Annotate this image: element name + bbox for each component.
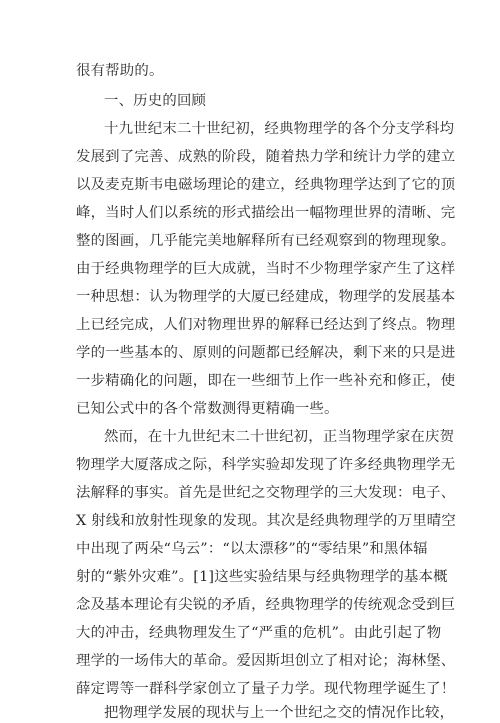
section-heading: 一、历史的回顾 <box>104 93 207 109</box>
text-line-partial: 把物理学发展的现状与上一个世纪之交的情况作比较， <box>104 705 455 721</box>
text-line: 峰，当时人们以系统的形式描绘出一幅物理世界的清晰、完 <box>76 205 456 221</box>
text-line: 一步精确化的问题，即在一些细节上作一些补充和修正，使 <box>76 373 456 389</box>
text-line: 法解释的事实。首先是世纪之交物理学的三大发现：电子、 <box>76 485 456 501</box>
text-line: 一种思想：认为物理学的大厦已经建成，物理学的发展基本 <box>76 289 456 305</box>
text-line: 很有帮助的。 <box>76 63 164 79</box>
text-line: 由于经典物理学的巨大成就，当时不少物理学家产生了这样 <box>76 261 456 277</box>
text-line: 理学的一场伟大的革命。爱因斯坦创立了相对论；海林堡、 <box>76 653 456 669</box>
text-line: 薛定谔等一群科学家创立了量子力学。现代物理学诞生了！ <box>76 681 456 697</box>
text-line: 以及麦克斯韦电磁场理论的建立，经典物理学达到了它的顶 <box>76 177 456 193</box>
text-line: 已知公式中的各个常数测得更精确一些。 <box>76 401 339 417</box>
text-line: 发展到了完善、成熟的阶段，随着热力学和统计力学的建立 <box>76 149 456 165</box>
text-line: 十九世纪末二十世纪初，经典物理学的各个分支学科均 <box>104 121 455 137</box>
text-line: 物理学大厦落成之际，科学实验却发现了许多经典物理学无 <box>76 457 456 473</box>
text-line: 射的“紫外灾难”。[1]这些实验结果与经典物理学的基本概 <box>76 569 448 585</box>
text-line: X 射线和放射性现象的发现。其次是经典物理学的万里晴空 <box>76 513 456 529</box>
text-line: 学的一些基本的、原则的问题都已经解决，剩下来的只是进 <box>76 345 456 361</box>
text-line: 念及基本理论有尖锐的矛盾，经典物理学的传统观念受到巨 <box>76 597 456 613</box>
text-line: 中出现了两朵“乌云”：“以太漂移”的“零结果”和黑体辐 <box>76 541 428 557</box>
text-line: 大的冲击，经典物理发生了“严重的危机”。由此引起了物 <box>76 625 442 641</box>
text-line: 然而，在十九世纪末二十世纪初，正当物理学家在庆贺 <box>104 429 455 445</box>
text-line: 上已经完成，人们对物理世界的解释已经达到了终点。物理 <box>76 317 456 333</box>
text-line: 整的图画，几乎能完美地解释所有已经观察到的物理现象。 <box>76 233 456 249</box>
